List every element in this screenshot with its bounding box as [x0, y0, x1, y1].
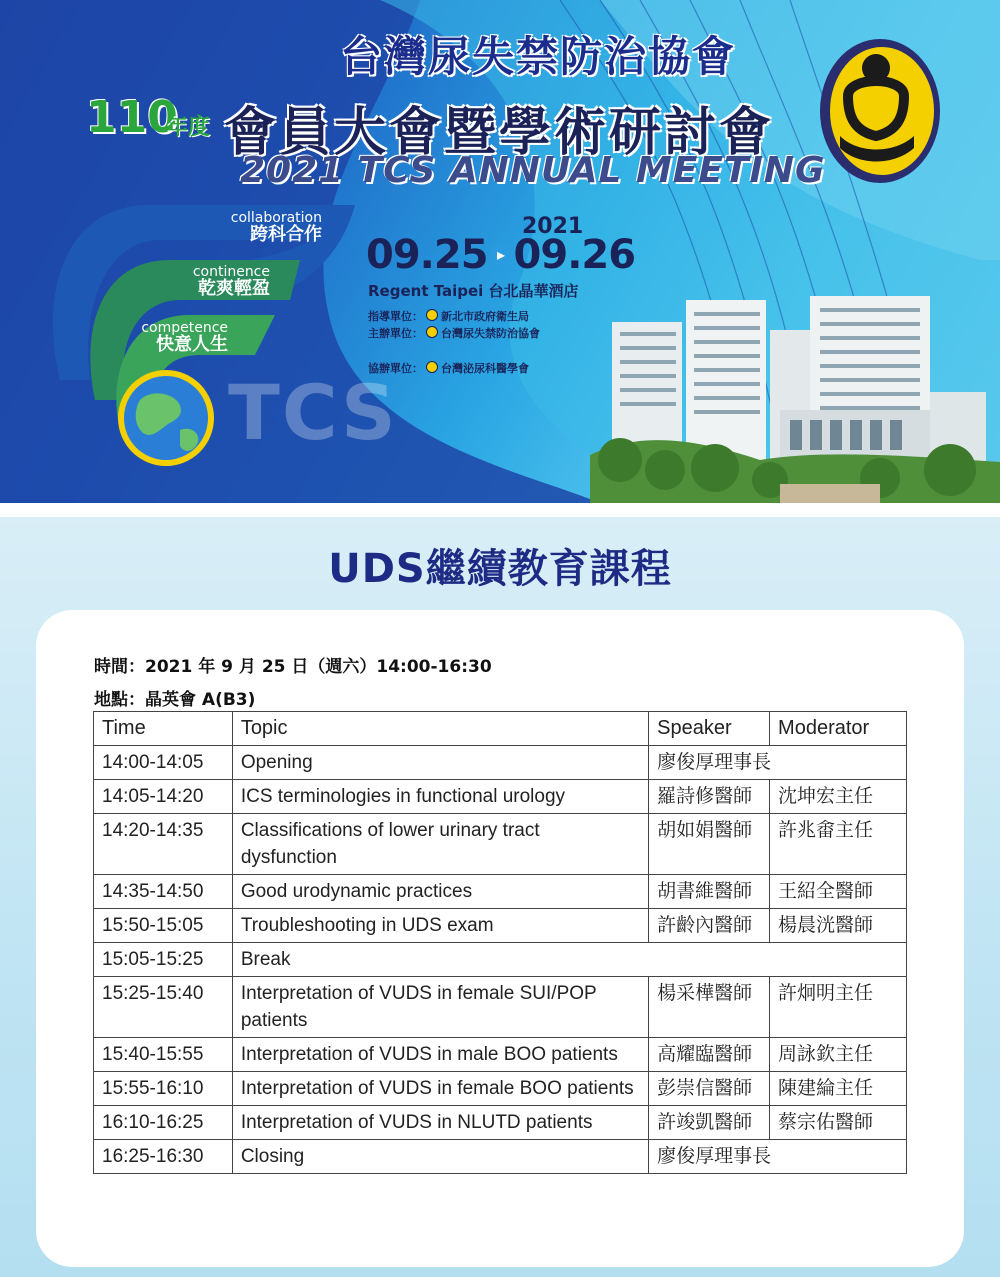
cell-topic: Interpretation of VUDS in female SUI/POP patients: [232, 977, 648, 1038]
cell-moderator: 楊晨洸醫師: [770, 909, 907, 943]
cell-time: 15:25-15:40: [94, 977, 233, 1038]
cell-speaker: 羅詩修醫師: [649, 780, 770, 814]
society-logo-icon: [818, 36, 942, 186]
table-row: [94, 909, 907, 943]
cell-speaker: 胡如娟醫師: [649, 814, 770, 875]
table-row: [94, 875, 907, 909]
cell-moderator: 周詠欽主任: [770, 1038, 907, 1072]
org-logo-icon: [426, 309, 438, 321]
course-time: 時間：2021 年 9 月 25 日（週六）14:00-16:30: [94, 657, 492, 677]
table-row: [94, 746, 907, 780]
cell-time: 15:40-15:55: [94, 1038, 233, 1072]
cell-moderator: 陳建綸主任: [770, 1072, 907, 1106]
cell-time: 15:50-15:05: [94, 909, 233, 943]
table-row: [94, 977, 907, 1038]
schedule-table: [93, 711, 907, 1174]
society-title: 台灣尿失禁防治協會: [340, 32, 737, 81]
table-row: [94, 814, 907, 875]
cell-topic: Classifications of lower urinary tract dysfunction: [232, 814, 648, 875]
date-start: 09.25: [366, 232, 488, 278]
cell-time: 14:20-14:35: [94, 814, 233, 875]
year-number: 110: [86, 92, 178, 143]
table-row: [94, 1106, 907, 1140]
cell-topic: Interpretation of VUDS in female BOO patients: [232, 1072, 648, 1106]
event-dates: [366, 232, 635, 278]
co-host-unit: [368, 360, 529, 376]
cell-topic: ICS terminologies in functional urology: [232, 780, 648, 814]
tag-en: collaboration: [230, 210, 322, 226]
guiding-unit-label: 指導單位：: [368, 310, 423, 323]
cell-time: 14:00-14:05: [94, 746, 233, 780]
header-moderator: Moderator: [770, 712, 907, 746]
cell-moderator: 沈坤宏主任: [770, 780, 907, 814]
org-logo-icon: [426, 326, 438, 338]
tag-cn: 快意人生: [156, 333, 228, 355]
table-row: [94, 1038, 907, 1072]
cell-topic: Good urodynamic practices: [232, 875, 648, 909]
tag-continence: [160, 265, 270, 299]
host-unit-name: 台灣尿失禁防治協會: [441, 327, 540, 340]
cell-moderator: 王紹全醫師: [770, 875, 907, 909]
co-host-name: 台灣泌尿科醫學會: [441, 362, 529, 375]
cell-speaker: 胡書維醫師: [649, 875, 770, 909]
year-suffix: 年度: [166, 115, 211, 140]
tag-cn: 跨科合作: [250, 223, 322, 245]
table-header-row: [94, 712, 907, 746]
date-year: 2021: [522, 214, 584, 239]
co-host-label: 協辦單位：: [368, 362, 423, 375]
tag-competence: [120, 321, 228, 355]
date-end: 09.26: [513, 232, 636, 278]
table-row: [94, 1140, 907, 1174]
cell-speaker: 廖俊厚理事長: [649, 746, 907, 780]
cell-moderator: 蔡宗佑醫師: [770, 1106, 907, 1140]
tag-en: continence: [192, 264, 270, 280]
cell-topic: Interpretation of VUDS in NLUTD patients: [232, 1106, 648, 1140]
org-logo-icon: [426, 361, 438, 373]
tcs-watermark: TCS: [228, 368, 398, 457]
cell-speaker: 許齡內醫師: [649, 909, 770, 943]
meeting-title: 會員大會暨學術研討會: [224, 103, 775, 163]
cell-time: 14:05-14:20: [94, 780, 233, 814]
tag-en: competence: [141, 320, 228, 336]
cell-topic: Opening: [232, 746, 648, 780]
header-speaker: Speaker: [649, 712, 770, 746]
table-row: [94, 1072, 907, 1106]
cell-topic: Troubleshooting in UDS exam: [232, 909, 648, 943]
cell-time: 15:05-15:25: [94, 943, 233, 977]
guiding-unit-name: 新北市政府衛生局: [441, 310, 529, 323]
header-time: Time: [94, 712, 233, 746]
table-row: [94, 780, 907, 814]
cell-speaker: 廖俊厚理事長: [649, 1140, 907, 1174]
cell-speaker: 彭崇信醫師: [649, 1072, 770, 1106]
host-unit: [368, 325, 540, 341]
cell-time: 16:25-16:30: [94, 1140, 233, 1174]
cell-speaker: 楊采樺醫師: [649, 977, 770, 1038]
banner: [0, 0, 1000, 503]
header-topic: Topic: [232, 712, 648, 746]
cell-topic: Interpretation of VUDS in male BOO patients: [232, 1038, 648, 1072]
cell-time: 16:10-16:25: [94, 1106, 233, 1140]
arrow-icon: ▸: [490, 244, 512, 266]
guiding-unit: [368, 308, 529, 324]
table-row: [94, 943, 907, 977]
cell-moderator: 許炯明主任: [770, 977, 907, 1038]
host-unit-label: 主辦單位：: [368, 327, 423, 340]
cell-time: 14:35-14:50: [94, 875, 233, 909]
meeting-title-en: 2021 TCS ANNUAL MEETING: [240, 150, 826, 191]
cell-speaker: 許竣凱醫師: [649, 1106, 770, 1140]
cell-speaker: 高耀臨醫師: [649, 1038, 770, 1072]
course-place: 地點：晶英會 A(B3): [94, 690, 256, 710]
tag-cn: 乾爽輕盈: [198, 277, 270, 299]
cell-moderator: 許兆畬主任: [770, 814, 907, 875]
venue: Regent Taipei 台北晶華酒店: [368, 282, 579, 300]
cell-time: 15:55-16:10: [94, 1072, 233, 1106]
cell-topic: Closing: [232, 1140, 648, 1174]
cell-topic: Break: [232, 943, 906, 977]
tag-collaboration: [196, 211, 322, 245]
course-title: UDS繼續教育課程: [328, 546, 672, 592]
